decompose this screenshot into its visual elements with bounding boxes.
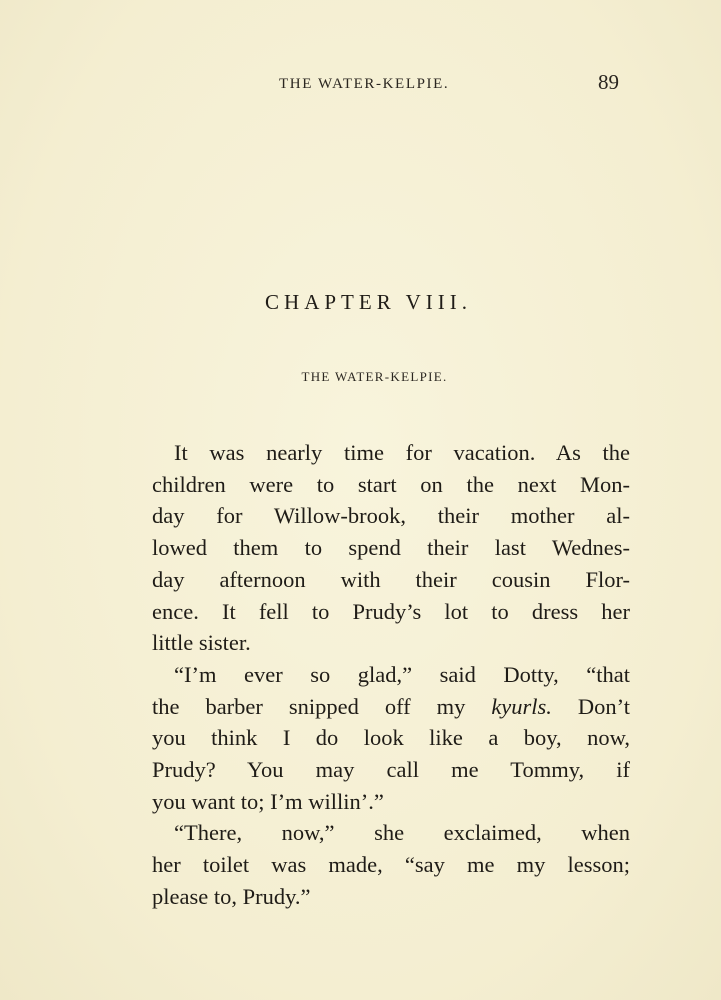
text-line: day afternoon with their cousin Flor- <box>152 566 630 592</box>
text-line: little sister. <box>152 630 251 656</box>
chapter-subtitle: THE WATER-KELPIE. <box>301 369 448 384</box>
text-line: lowed them to spend their last Wednes- <box>152 535 630 561</box>
text-line: “There, now,” she exclaimed, when <box>174 820 630 846</box>
text-line: It was nearly time for vacation. As the <box>174 440 630 465</box>
text-segment: the barber snipped off my <box>152 693 492 719</box>
body-text <box>152 437 630 913</box>
italic-word: kyurls. <box>491 693 552 719</box>
chapter-title: CHAPTER VIII. <box>265 290 472 314</box>
text-segment: Don’t <box>551 693 630 719</box>
text-line: children were to start on the next Mon- <box>152 471 630 497</box>
text-line: please to, Prudy.” <box>152 883 311 909</box>
text-line: Prudy? You may call me Tommy, if <box>152 757 630 783</box>
text-line: “I’m ever so glad,” said Dotty, “that <box>174 661 630 687</box>
text-line: ence. It fell to Prudy’s lot to dress her <box>152 598 630 624</box>
text-line: you think I do look like a boy, now, <box>152 725 630 751</box>
running-head: THE WATER-KELPIE. <box>279 76 450 92</box>
text-line: her toilet was made, “say me my lesson; <box>152 852 630 878</box>
text-line-with-italic <box>152 691 630 723</box>
text-line: day for Willow-brook, their mother al- <box>152 503 630 529</box>
text-line: you want to; I’m willin’.” <box>152 788 384 814</box>
page-number: 89 <box>598 70 619 94</box>
